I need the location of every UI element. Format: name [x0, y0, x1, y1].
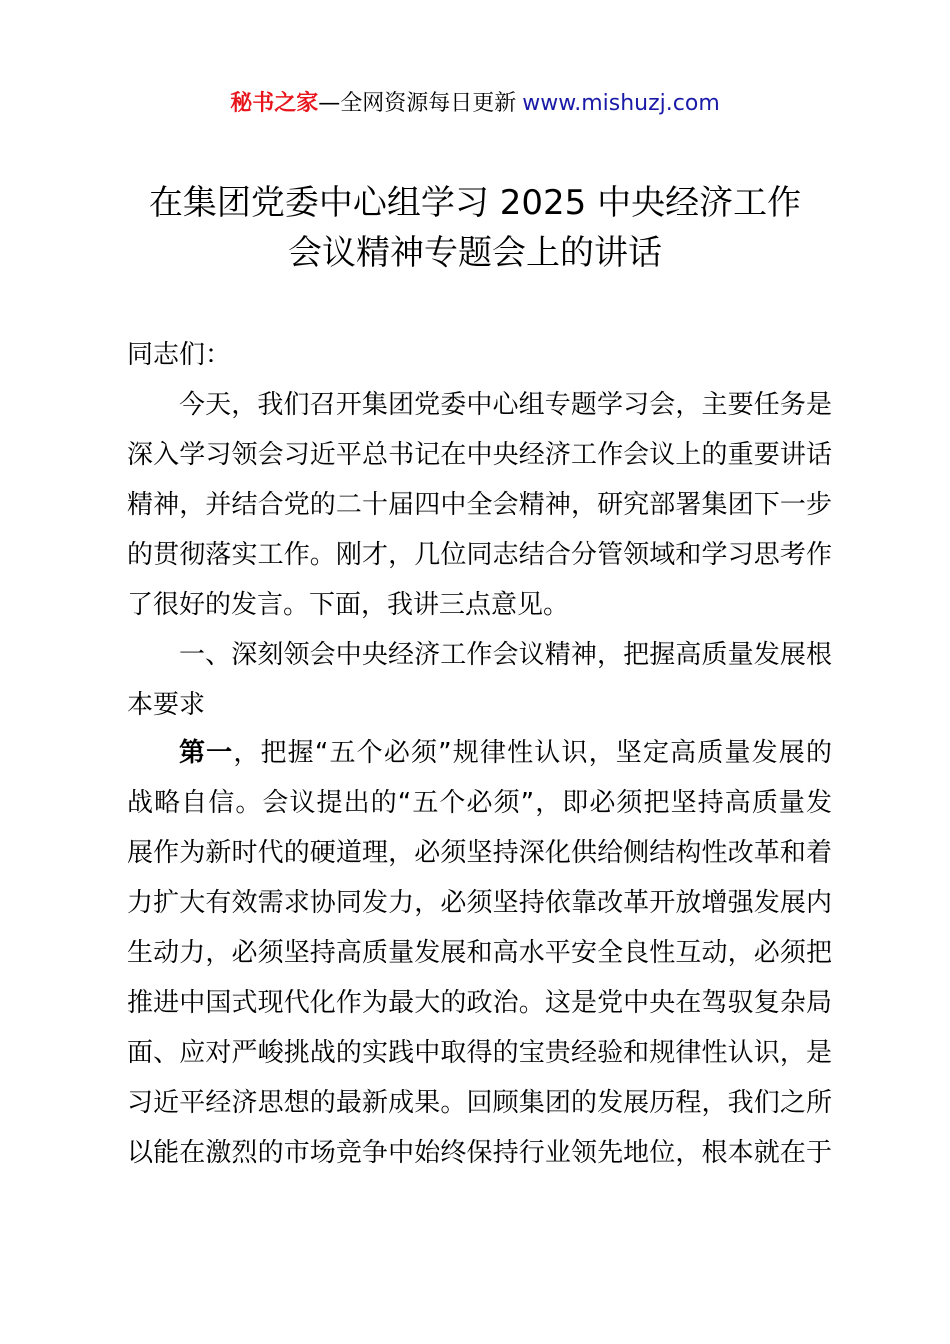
- salutation: 同志们：: [127, 340, 232, 370]
- paragraph-line: 以能在激烈的市场竞争中始终保持行业领先地位，根本就在于: [127, 1138, 832, 1168]
- header-tagline: —全网资源每日更新: [318, 91, 517, 116]
- paragraph-line: 精神，并结合党的二十届四中全会精神，研究部署集团下一步: [127, 490, 832, 520]
- site-url-link[interactable]: www.mishuzj.com: [522, 91, 720, 116]
- section-heading-line: 一、深刻领会中央经济工作会议精神，把握高质量发展根: [179, 640, 832, 670]
- paragraph-line: 了很好的发言。下面，我讲三点意见。: [127, 590, 570, 620]
- paragraph-line: 推进中国式现代化作为最大的政治。这是党中央在驾驭复杂局: [127, 988, 832, 1018]
- title-line-2: 会议精神专题会上的讲话: [288, 233, 662, 273]
- paragraph-line: 展作为新时代的硬道理，必须坚持深化供给侧结构性改革和着: [127, 838, 832, 868]
- paragraph-line: 习近平经济思想的最新成果。回顾集团的发展历程，我们之所: [127, 1088, 832, 1118]
- brand-name: 秘书之家: [230, 91, 319, 116]
- site-header-banner: [0, 86, 950, 122]
- document-title: [0, 178, 950, 278]
- paragraph-line: 深入学习领会习近平总书记在中央经济工作会议上的重要讲话: [127, 440, 832, 470]
- paragraph-line: 的贯彻落实工作。刚才，几位同志结合分管领域和学习思考作: [127, 540, 832, 570]
- paragraph-line: [179, 728, 832, 778]
- point-label: 第一: [179, 738, 234, 768]
- paragraph-line: 今天，我们召开集团党委中心组专题学习会，主要任务是: [179, 390, 832, 420]
- paragraph-line-text: ，把握“五个必须”规律性认识，坚定高质量发展的: [233, 738, 832, 768]
- title-line-1: 在集团党委中心组学习 2025 中央经济工作: [148, 183, 802, 223]
- section-heading-line: 本要求: [127, 690, 206, 720]
- paragraph-line: 战略自信。会议提出的“五个必须”，即必须把坚持高质量发: [127, 788, 832, 818]
- paragraph-line: 生动力，必须坚持高质量发展和高水平安全良性互动，必须把: [127, 938, 832, 968]
- paragraph-line: 面、应对严峻挑战的实践中取得的宝贵经验和规律性认识，是: [127, 1038, 832, 1068]
- paragraph-line: 力扩大有效需求协同发力，必须坚持依靠改革开放增强发展内: [127, 888, 832, 918]
